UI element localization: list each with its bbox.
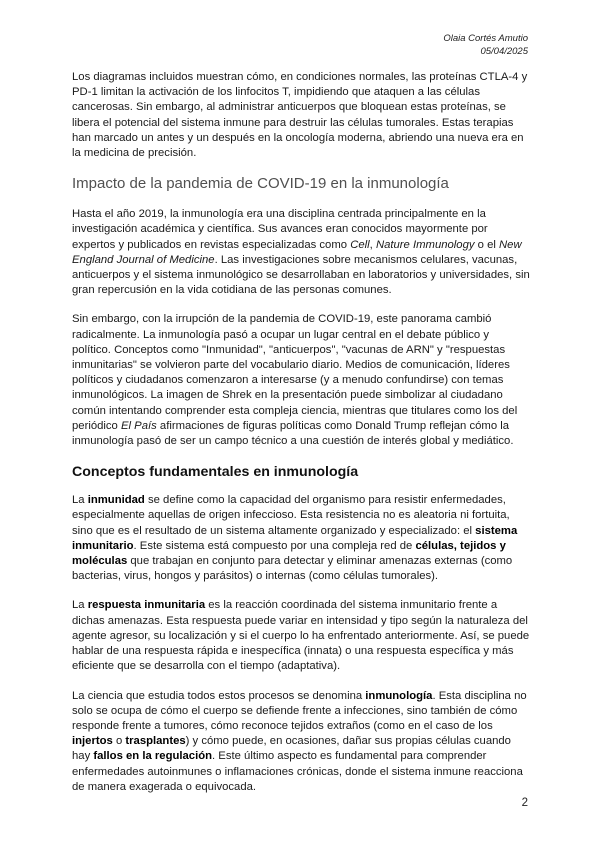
author-name: Olaia Cortés Amutio bbox=[443, 33, 528, 44]
document-date: 05/04/2025 bbox=[480, 45, 528, 57]
covid-paragraph-2 bbox=[72, 312, 530, 449]
page-header bbox=[443, 33, 528, 58]
text-run: es la reacción coordinada del sistema inmunitario frente a dichas amenazas. Esta respuesta puede variar en intensidad y tipo según la naturaleza del agente agresor, su localización y si el cuerpo lo ha enfrentado anteriormente. Así, se puede hablar de una respuesta rápida e inespecífica (innata) o una respuesta específica y más eficiente que se desarrolla con el tiempo (adaptativa). bbox=[72, 599, 530, 673]
text-run: . Este sistema está compuesto por una compleja red de bbox=[133, 539, 416, 552]
journal-nejm: New England Journal of Medicine bbox=[72, 238, 522, 266]
page-number: 2 bbox=[521, 797, 528, 809]
text-run: afirmaciones de figuras políticas como Donald Trump reflejan cómo la inmunología pasó de ser un campo técnico a una cuestión de interés global y mediático. bbox=[72, 419, 514, 448]
term-respuesta-inmunitaria: respuesta inmunitaria bbox=[87, 599, 206, 612]
text-run: Sin embargo, con la irrupción de la pandemia de COVID-19, este panorama cambió radicalmente. La inmunología pasó a ocupar un lugar central en el debate público y político. Conceptos como "Inmunidad", "anticuerpos", "vacunas de ARN" y "respuestas inmunitarias" se volvieron parte del vocabulario diario. Medios de comunicación, líderes políticos y ciudadanos comenzaron a interesarse (y a menudo confundirse) con temas inmunológicos. La imagen de Shrek en la presentación puede simbolizar al ciudadano común intentando comprender esta compleja ciencia, mientras que titulares como los del periódico bbox=[72, 313, 518, 432]
concepts-paragraph-2 bbox=[72, 598, 530, 674]
journal-nature-immunology: Nature Immunology bbox=[375, 238, 475, 251]
concepts-paragraph-1 bbox=[72, 493, 530, 584]
concepts-section-heading: Conceptos fundamentales en inmunología bbox=[72, 464, 359, 481]
text-run: La bbox=[72, 599, 88, 612]
term-sistema-inmunitario: sistema inmunitario bbox=[72, 524, 518, 552]
covid-paragraph-1 bbox=[72, 207, 530, 298]
term-injertos: injertos bbox=[72, 735, 113, 748]
concepts-paragraph-3 bbox=[72, 689, 530, 795]
text-run: La ciencia que estudia todos estos procesos se denomina bbox=[72, 689, 366, 702]
text-run: . Esta disciplina no solo se ocupa de cómo el cuerpo se defiende frente a infecciones, sino también de cómo responde frente a tumores, cómo reconoce tejidos extraños (como en el caso de los bbox=[72, 689, 527, 732]
term-trasplantes: trasplantes bbox=[125, 735, 186, 748]
term-inmunidad: inmunidad bbox=[87, 494, 145, 507]
covid-section-heading: Impacto de la pandemia de COVID-19 en la inmunología bbox=[72, 175, 449, 193]
intro-paragraph: Los diagramas incluidos muestran cómo, en condiciones normales, las proteínas CTLA-4 y PD-1 limitan la activación de los linfocitos T, impidiendo que ataquen a las células cancerosas. Sin embargo, al administrar anticuerpos que bloquean estas proteínas, se libera el potencial del sistema inmune para destruir las células tumorales. Estas terapias han marcado un antes y un después en la oncología moderna, abriendo una nueva era en la medicina de precisión. bbox=[72, 71, 528, 160]
text-run: . Este último aspecto es fundamental para comprender enfermedades autoinmunes o inflamaciones crónicas, donde el sistema inmune reacciona de manera exagerada o equivocada. bbox=[72, 750, 523, 793]
term-celulas-tejidos-moleculas: células, tejidos y moléculas bbox=[72, 539, 506, 568]
term-inmunologia: inmunología bbox=[365, 689, 433, 702]
text-run: o bbox=[112, 735, 126, 748]
text-run: , bbox=[369, 238, 376, 251]
page-content bbox=[72, 70, 530, 809]
text-run: Hasta el año 2019, la inmunología era una disciplina centrada principalmente en la investigación académica y científica. Sus avances eran conocidos mayormente por expertos y publicados en revistas especializadas como bbox=[72, 208, 488, 251]
newspaper-el-pais: El País bbox=[120, 419, 157, 432]
text-run: se define como la capacidad del organismo para resistir enfermedades, especialmente aquellas de origen infeccioso. Esta resistencia no es aleatoria ni fortuita, sino que es el resultado de un sistema altamente organizado y especializado: el bbox=[72, 494, 510, 537]
term-fallos-regulacion: fallos en la regulación bbox=[93, 750, 213, 763]
text-run: ) y cómo puede, en ocasiones, dañar sus propias células cuando hay bbox=[72, 735, 511, 763]
text-run: o el bbox=[474, 238, 500, 251]
text-run: . Las investigaciones sobre mecanismos celulares, vacunas, anticuerpos y el sistema inmunológico se desarrollaban en laboratorios y universidades, sin gran repercusión en la vida cotidiana de las personas comunes. bbox=[72, 253, 530, 297]
journal-cell: Cell bbox=[350, 238, 370, 251]
text-run: La bbox=[72, 494, 88, 507]
text-run: que trabajan en conjunto para detectar y eliminar amenazas externas (como bacterias, virus, hongos y parásitos) o internas (como células tumorales). bbox=[72, 555, 513, 583]
